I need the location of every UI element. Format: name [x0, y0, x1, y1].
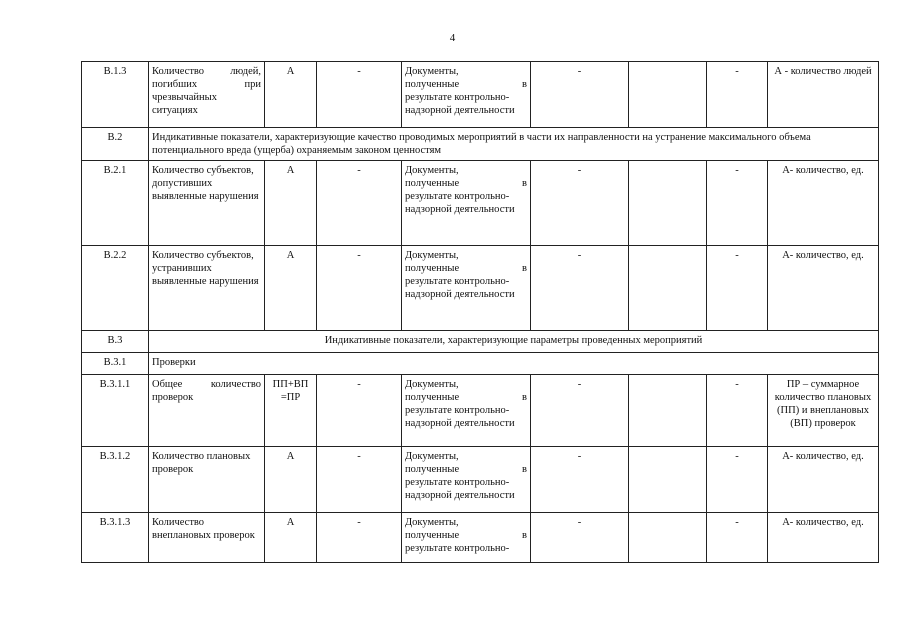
value-cell: -: [707, 513, 768, 563]
documents-cell: [402, 375, 531, 447]
name-cell: Количество людей, погибших при чрезвычайных ситуациях: [149, 62, 265, 128]
name-cell: Количество плановых проверок: [149, 447, 265, 513]
documents-line: полученные в: [405, 263, 527, 274]
documents-line: Документы,: [405, 66, 459, 77]
note-cell: А - количество людей: [768, 62, 879, 128]
documents-line: Документы,: [405, 451, 459, 462]
documents-line: результате контрольно-: [405, 191, 510, 202]
value-cell: -: [707, 62, 768, 128]
documents-line: результате контрольно-: [405, 477, 510, 488]
formula-cell: А: [265, 62, 317, 128]
value-cell: -: [317, 62, 402, 128]
note-cell: А- количество, ед.: [768, 513, 879, 563]
documents-line: надзорной деятельности: [405, 490, 515, 501]
code-cell: В.1.3: [82, 62, 149, 128]
code-cell: В.3.1.1: [82, 375, 149, 447]
formula-cell: А: [265, 447, 317, 513]
indicators-table: [81, 61, 879, 563]
section-code-cell: В.3.1: [82, 353, 149, 375]
section-title-cell: Проверки: [149, 353, 879, 375]
formula-cell: А: [265, 513, 317, 563]
documents-cell: [402, 513, 531, 563]
value-cell: [629, 62, 707, 128]
value-cell: [629, 246, 707, 331]
formula-cell: ПП+ВП =ПР: [265, 375, 317, 447]
value-cell: -: [531, 161, 629, 246]
documents-line: результате контрольно-: [405, 405, 510, 416]
name-cell: Общее количество проверок: [149, 375, 265, 447]
documents-line: Документы,: [405, 165, 459, 176]
documents-line: надзорной деятельности: [405, 105, 515, 116]
documents-line: полученные в: [405, 178, 527, 189]
documents-line: надзорной деятельности: [405, 204, 515, 215]
value-cell: -: [707, 375, 768, 447]
value-cell: -: [317, 161, 402, 246]
documents-line: полученные в: [405, 392, 527, 403]
value-cell: -: [531, 246, 629, 331]
section-title-cell: Индикативные показатели, характеризующие качество проводимых мероприятий в части их направленности на устранение максимального объема потенциального вреда (ущерба) охраняемым законом ценностям: [149, 128, 879, 161]
value-cell: [629, 161, 707, 246]
value-cell: -: [707, 161, 768, 246]
section-row: [82, 128, 879, 161]
documents-line: полученные в: [405, 464, 527, 475]
documents-line: результате контрольно-: [405, 92, 510, 103]
table-row: [82, 62, 879, 128]
documents-line: Документы,: [405, 250, 459, 261]
documents-line: результате контрольно-: [405, 543, 510, 554]
value-cell: [629, 375, 707, 447]
value-cell: -: [707, 447, 768, 513]
section-row: [82, 353, 879, 375]
value-cell: -: [707, 246, 768, 331]
documents-cell: [402, 161, 531, 246]
table-row: [82, 161, 879, 246]
documents-line: Документы,: [405, 379, 459, 390]
formula-cell: А: [265, 246, 317, 331]
name-cell: Количество внеплановых проверок: [149, 513, 265, 563]
documents-line: Документы,: [405, 517, 459, 528]
value-cell: -: [317, 513, 402, 563]
documents-line: надзорной деятельности: [405, 418, 515, 429]
value-cell: -: [531, 513, 629, 563]
section-code-cell: В.3: [82, 331, 149, 353]
value-cell: -: [531, 375, 629, 447]
note-cell: А- количество, ед.: [768, 161, 879, 246]
documents-cell: [402, 246, 531, 331]
name-cell: Количество субъектов, допустивших выявленные нарушения: [149, 161, 265, 246]
formula-cell: А: [265, 161, 317, 246]
documents-line: результате контрольно-: [405, 276, 510, 287]
value-cell: -: [531, 62, 629, 128]
note-cell: А- количество, ед.: [768, 246, 879, 331]
page-number: 4: [449, 32, 456, 44]
documents-line: полученные в: [405, 79, 527, 90]
name-cell: Количество субъектов, устранивших выявленные нарушения: [149, 246, 265, 331]
value-cell: [629, 513, 707, 563]
documents-cell: [402, 62, 531, 128]
documents-line: полученные в: [405, 530, 527, 541]
value-cell: -: [317, 246, 402, 331]
documents-cell: [402, 447, 531, 513]
value-cell: [629, 447, 707, 513]
documents-line: надзорной деятельности: [405, 289, 515, 300]
note-cell: А- количество, ед.: [768, 447, 879, 513]
section-code-cell: В.2: [82, 128, 149, 161]
code-cell: В.2.1: [82, 161, 149, 246]
table-row: [82, 513, 879, 563]
code-cell: В.2.2: [82, 246, 149, 331]
value-cell: -: [317, 375, 402, 447]
table-row: [82, 447, 879, 513]
section-row: [82, 331, 879, 353]
section-title-cell: Индикативные показатели, характеризующие параметры проведенных мероприятий: [149, 331, 879, 353]
value-cell: -: [317, 447, 402, 513]
code-cell: В.3.1.2: [82, 447, 149, 513]
table-row: [82, 375, 879, 447]
code-cell: В.3.1.3: [82, 513, 149, 563]
table-row: [82, 246, 879, 331]
note-cell: ПР – суммарное количество плановых (ПП) и внеплановых (ВП) проверок: [768, 375, 879, 447]
value-cell: -: [531, 447, 629, 513]
